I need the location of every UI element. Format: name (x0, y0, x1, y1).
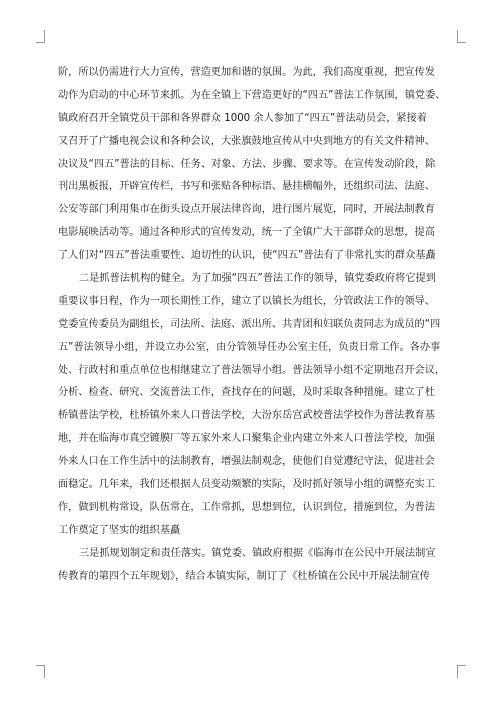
text-line: 镇政府召开全镇党员干部和各界群众 1000 余人参加了“四五”普法动员会，紧接着 (58, 112, 427, 124)
crop-mark-bottom-right (457, 665, 466, 678)
text-line: 传教育的第四个五年规划》，结合本镇实际，制订了《杜桥镇在公民中开展法制宣传 (58, 570, 430, 582)
text-line: 了人们对“四五”普法重要性、迫切性的认识，使“四五”普法有了非常扎实的群众基矗 (58, 250, 436, 262)
crop-mark-top-right (457, 30, 466, 43)
text-line: 分析、检查、研究、交流普法工作，查找存在的问题，及时采取各种措施。建立了杜 (58, 387, 435, 399)
text-line: 工作奠定了坚实的组织基矗 (58, 524, 181, 536)
crop-mark-bottom-left (36, 665, 45, 678)
text-line: 党委宣传委员为副组长，司法所、法庭、派出所、共青团和妇联负责同志为成员的“四 (58, 318, 441, 330)
crop-mark-top-left (36, 30, 45, 43)
document-body (58, 62, 446, 588)
text-line: 外来人口在工作生活中的法制教育，增强法制观念，使他们自觉遵纪守法，促进社会 (58, 456, 435, 468)
text-line: 刊出黑板报，开辟宣传栏，书写和张贴各种标语、悬挂横幅外，还组织司法、法庭、 (58, 181, 435, 193)
text-line: 面稳定。几年来，我们还根据人员变动频繁的实际，及时抓好领导小组的调整充实工 (58, 479, 435, 491)
text-line: 公安等部门利用集市在街头设点开展法律咨询，进行图片展览，同时，开展法制教育 (58, 204, 435, 216)
text-line: 动作为启动的中心环节来抓。为在全镇上下营造更好的“四五”普法工作氛围，镇党委、 (58, 89, 446, 101)
paragraph-start-line: 三是抓规划制定和责任落实。镇党委、镇政府根据《临海市在公民中开展法制宣 (79, 547, 436, 559)
paragraph-start-line: 二是抓普法机构的健全。为了加强“四五”普法工作的领导，镇党委政府将它提到 (79, 273, 436, 285)
text-line: 处、行政村和重点单位也相继建立了普法领导小组。普法领导小组不定期地召开会议， (58, 364, 446, 376)
text-line: 又召开了广播电视会议和各种会议，大张旗鼓地宣传从中央到地方的有关文件精神、 (58, 135, 435, 147)
text-line: 作，做到机构常设，队伍常在，工作常抓，思想到位，认识到位，措施到位，为普法 (58, 501, 435, 513)
text-line: 阶，所以仍需进行大力宣传，营造更加和谐的氛围。为此，我们高度重视，把宣传发 (58, 67, 435, 78)
text-line: 决议及“四五”普法的目标、任务、对象、方法、步骤、要求等。在宣传发动阶段，除 (58, 158, 436, 170)
text-line: 五”普法领导小组，并设立办公室，由分管领导任办公室主任，负责日常工作。各办事 (58, 341, 441, 353)
text-line: 地，并在临海市真空镀膜厂等五家外来人口聚集企业内建立外来人口普法学校，加强 (58, 433, 435, 445)
text-line: 电影展映活动等。通过各种形式的宣传发动，统一了全镇广大干部群众的思想，提高 (58, 227, 435, 239)
text-line: 重要议事日程，作为一项长期性工作，建立了以镇长为组长，分管政法工作的领导、 (58, 295, 435, 307)
text-line: 桥镇普法学校，杜桥镇外来人口普法学校，大汾东岳宫武校普法学校作为普法教育基 (58, 410, 435, 422)
